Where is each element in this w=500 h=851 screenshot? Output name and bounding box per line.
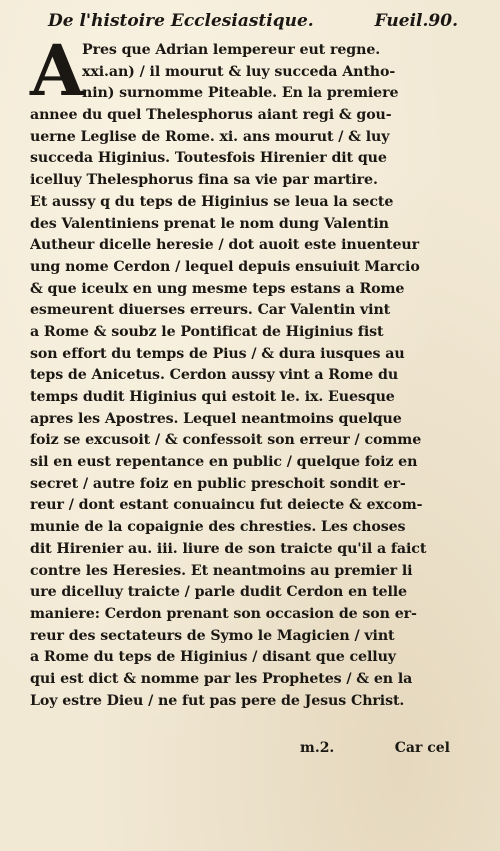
text-line: xxi.an) / il mourut & luy succeda Antho- bbox=[82, 63, 396, 80]
text-line: maniere: Cerdon prenant son occasion de son er- bbox=[30, 605, 417, 622]
catchword: Car cel bbox=[394, 740, 450, 756]
page-footer bbox=[300, 740, 450, 762]
text-line: Loy estre Dieu / ne fut pas pere de Jesus Christ. bbox=[30, 692, 405, 709]
text-line: des Valentiniens prenat le nom dung Valentin bbox=[30, 215, 389, 232]
running-header bbox=[48, 11, 458, 37]
text-line: Autheur dicelle heresie / dot auoit este inuenteur bbox=[30, 237, 419, 254]
text-line: uerne Leglise de Rome. xi. ans mourut / & luy bbox=[30, 128, 390, 145]
signature-mark: m.2. bbox=[300, 740, 335, 756]
text-line: son effort du temps de Pius / & dura iusques au bbox=[30, 345, 405, 362]
text-line: Pres que Adrian lempereur eut regne. bbox=[82, 42, 381, 58]
text-line: munie de la copaignie des chresties. Les choses bbox=[30, 519, 406, 536]
text-line: sil en eust repentance en public / quelque foiz en bbox=[30, 454, 418, 471]
text-line: annee du quel Thelesphorus aiant regi & gou- bbox=[30, 107, 392, 124]
text-line: succeda Higinius. Toutesfois Hirenier dit que bbox=[30, 150, 387, 167]
text-line: Et aussy q du teps de Higinius se leua la secte bbox=[30, 193, 394, 210]
text-line: qui est dict & nomme par les Prophetes / & en la bbox=[30, 670, 413, 687]
text-line: foiz se excusoit / & confessoit son erreur / comme bbox=[30, 432, 422, 449]
text-line: teps de Anicetus. Cerdon aussy vint a Rome du bbox=[30, 367, 399, 384]
text-line: nin) surnomme Piteable. En la premiere bbox=[82, 85, 399, 102]
body-text bbox=[30, 29, 458, 712]
text-line: apres les Apostres. Lequel neantmoins quelque bbox=[30, 410, 402, 427]
text-line: dit Hirenier au. iii. liure de son traicte qu'il a faict bbox=[30, 540, 427, 557]
text-line: contre les Heresies. Et neantmoins au premier li bbox=[30, 562, 413, 579]
text-line: reur / dont estant conuaincu fut deiecte & excom- bbox=[30, 497, 423, 514]
text-line: & que iceulx en ung mesme teps estans a Rome bbox=[30, 280, 405, 297]
text-line: secret / autre foiz en public preschoit sondit er- bbox=[30, 475, 406, 492]
text-line: temps dudit Higinius qui estoit le. ix. Euesque bbox=[30, 389, 395, 405]
text-line: esmeurent diuerses erreurs. Car Valentin vint bbox=[30, 302, 391, 319]
text-line: ure dicelluy traicte / parle dudit Cerdon en telle bbox=[30, 584, 407, 601]
text-line: a Rome & soubz le Pontificat de Higinius fist bbox=[30, 323, 384, 340]
text-line: reur des sectateurs de Symo le Magicien / vint bbox=[30, 627, 395, 644]
folio-number: Fueil.90. bbox=[374, 11, 458, 31]
drop-cap: A bbox=[30, 29, 85, 112]
text-line: icelluy Thelesphorus fina sa vie par martire. bbox=[30, 172, 378, 189]
running-title: De l'histoire Ecclesiastique. bbox=[48, 11, 314, 31]
text-line: ung nome Cerdon / lequel depuis ensuiuit Marcio bbox=[30, 258, 420, 275]
text-line: a Rome du teps de Higinius / disant que celluy bbox=[30, 649, 396, 666]
